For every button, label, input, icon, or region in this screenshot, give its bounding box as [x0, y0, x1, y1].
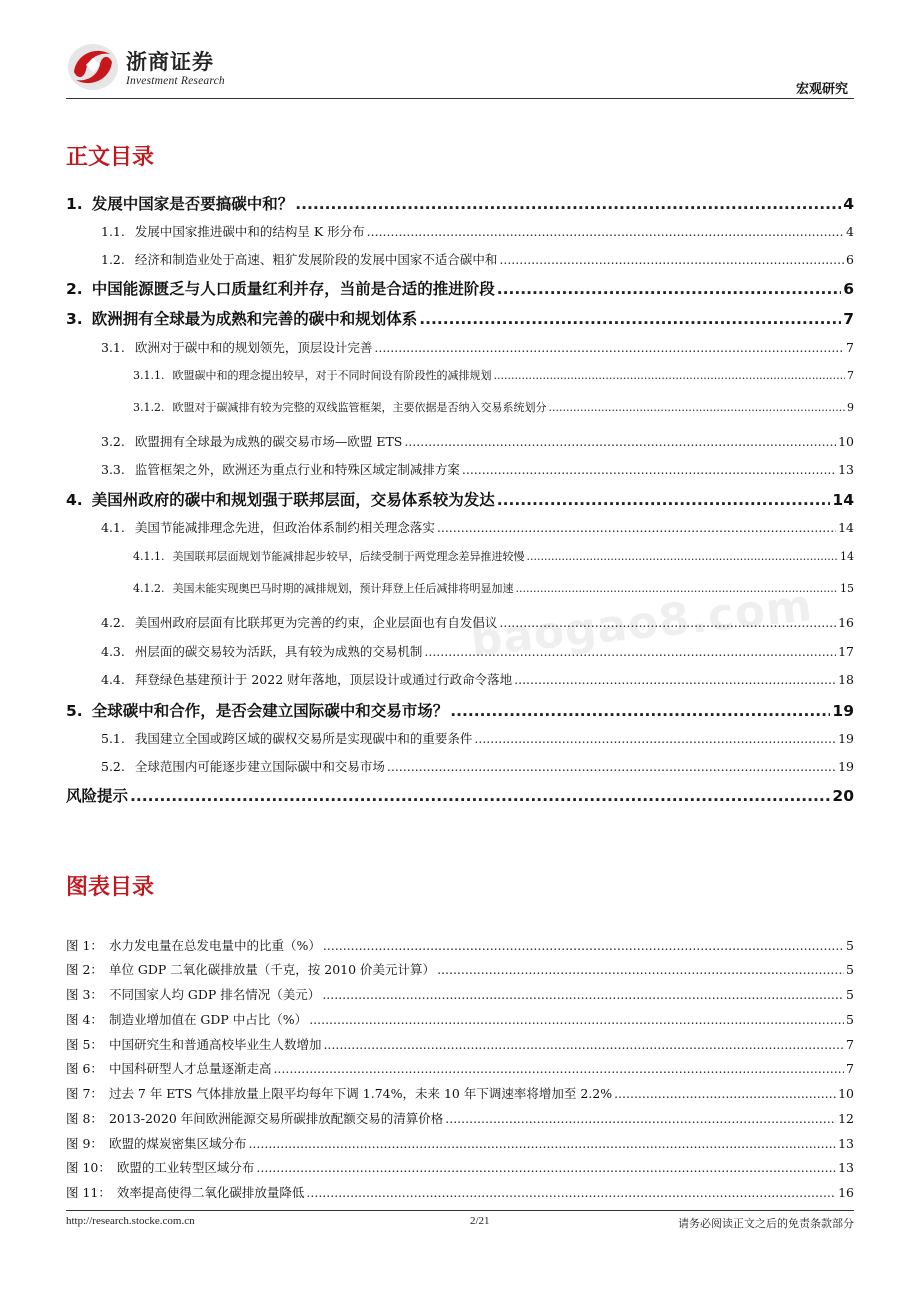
figure-caption: 效率提高使得二氧化碳排放量降低	[116, 1185, 305, 1200]
toc-entry-page: 6	[846, 252, 854, 267]
toc-entry-page: 19	[838, 759, 854, 774]
dot-leader	[309, 1012, 844, 1027]
toc-entry-text: 欧盟拥有全球最为成熟的碳交易市场—欧盟 ETS	[134, 434, 403, 449]
toc-entry-number: 3.1.1.	[133, 369, 165, 382]
toc-entry[interactable]	[66, 784, 854, 806]
toc-entry[interactable]	[66, 488, 854, 510]
dot-leader	[404, 434, 836, 449]
toc-entry-text: 风险提示	[66, 787, 129, 805]
toc-entry-number: 3.1.	[101, 340, 125, 355]
figure-entry[interactable]	[66, 1109, 854, 1127]
toc-entry[interactable]	[66, 307, 854, 329]
figure-caption: 制造业增加值在 GDP 中占比（%）	[108, 1012, 308, 1027]
document-type: 宏观研究	[795, 82, 848, 97]
toc-entry-text: 美国未能实现奥巴马时期的减排规划，预计拜登上任后减排将明显加速	[172, 582, 514, 595]
toc-entry-number: 4.2.	[101, 615, 125, 630]
dot-leader	[614, 1086, 836, 1101]
figure-number: 图 10：	[66, 1160, 111, 1175]
toc-entry-text: 发展中国家推进碳中和的结构呈 K 形分布	[134, 224, 365, 239]
toc-entry-text: 欧盟对于碳减排有较为完整的双线监管框架，主要依据是否纳入交易系统划分	[172, 401, 547, 414]
toc-entry-page: 9	[847, 401, 854, 414]
toc-entry-number: 5.2.	[101, 759, 125, 774]
toc-entry-number: 4.1.1.	[133, 550, 165, 563]
dot-leader	[419, 310, 841, 328]
toc-entry-text: 欧洲对于碳中和的规划领先，顶层设计完善	[134, 340, 373, 355]
toc-entry-page: 16	[838, 615, 854, 630]
toc-entry-number: 1.2.	[101, 252, 125, 267]
toc-entry-number: 4.	[66, 491, 83, 509]
toc-entry[interactable]	[101, 460, 854, 478]
toc-entry-page: 7	[846, 340, 854, 355]
dot-leader	[445, 1111, 836, 1126]
figure-caption: 欧盟的工业转型区域分布	[116, 1160, 255, 1175]
footer-url-link[interactable]: http://research.stocke.com.cn	[66, 1215, 195, 1227]
dot-leader	[374, 340, 844, 355]
footer-divider	[66, 1210, 854, 1211]
figure-number: 图 7：	[66, 1086, 103, 1101]
toc-entry-number: 4.3.	[101, 644, 125, 659]
toc-entry-number: 4.1.	[101, 520, 125, 535]
toc-entry[interactable]	[133, 548, 854, 564]
toc-entry[interactable]	[66, 192, 854, 214]
toc-entry[interactable]	[101, 670, 854, 688]
figure-entry[interactable]	[66, 1010, 854, 1028]
dot-leader	[367, 224, 844, 239]
figure-entry[interactable]	[66, 1183, 854, 1201]
figure-page: 13	[838, 1160, 854, 1175]
dot-leader	[306, 1185, 836, 1200]
dot-leader	[494, 369, 846, 382]
dot-leader	[497, 491, 831, 509]
toc-entry-text: 美国州政府的碳中和规划强于联邦层面，交易体系较为发达	[91, 491, 495, 509]
figures-title: 图表目录	[66, 875, 155, 900]
toc-entry-page: 7	[843, 310, 854, 328]
toc-entry-number: 3.2.	[101, 434, 125, 449]
dot-leader	[462, 462, 836, 477]
figure-page: 5	[846, 987, 854, 1002]
figure-page: 5	[846, 1012, 854, 1027]
toc-entry-text: 欧洲拥有全球最为成熟和完善的碳中和规划体系	[91, 310, 418, 328]
toc-entry-page: 14	[832, 491, 854, 509]
dot-leader	[273, 1061, 844, 1076]
figure-page: 13	[838, 1136, 854, 1151]
toc-entry-text: 拜登绿色基建预计于 2022 财年落地，顶层设计或通过行政命令落地	[134, 672, 513, 687]
toc-entry[interactable]	[101, 222, 854, 240]
dot-leader	[256, 1160, 836, 1175]
figure-page: 5	[846, 938, 854, 953]
figure-caption: 水力发电量在总发电量中的比重（%）	[108, 938, 321, 953]
toc-entry[interactable]	[101, 518, 854, 536]
toc-entry-page: 4	[843, 195, 854, 213]
toc-entry-number: 1.1.	[101, 224, 125, 239]
figure-number: 图 8：	[66, 1111, 103, 1126]
toc-entry-text: 州层面的碳交易较为活跃，具有较为成熟的交易机制	[134, 644, 423, 659]
figure-number: 图 2：	[66, 962, 103, 977]
brand-name-cn: 浙商证券	[126, 49, 214, 74]
toc-entry-page: 14	[840, 550, 854, 563]
toc-entry[interactable]	[101, 432, 854, 450]
toc-entry-number: 3.	[66, 310, 83, 328]
figure-entry[interactable]	[66, 985, 854, 1003]
page-number: 2/21	[470, 1215, 490, 1227]
toc-entry-text: 欧盟碳中和的理念提出较早，对于不同时间设有阶段性的减排规划	[172, 369, 492, 382]
dot-leader	[437, 962, 844, 977]
dot-leader	[527, 550, 839, 563]
figure-page: 16	[838, 1185, 854, 1200]
toc-entry-text: 全球碳中和合作，是否会建立国际碳中和交易市场？	[91, 702, 449, 720]
figure-entry[interactable]	[66, 1158, 854, 1176]
toc-entry-text: 发展中国家是否要搞碳中和？	[91, 195, 294, 213]
figure-page: 7	[846, 1037, 854, 1052]
toc-entry-page: 19	[838, 731, 854, 746]
figure-number: 图 4：	[66, 1012, 103, 1027]
toc-entry-page: 10	[838, 434, 854, 449]
toc-entry[interactable]	[101, 729, 854, 747]
figure-number: 图 9：	[66, 1136, 103, 1151]
toc-entry-number: 4.4.	[101, 672, 125, 687]
toc-entry-number: 5.	[66, 702, 83, 720]
toc-entry-page: 4	[846, 224, 854, 239]
toc-entry[interactable]	[66, 277, 854, 299]
figure-entry[interactable]	[66, 1134, 854, 1152]
toc-entry-text: 中国能源匮乏与人口质量红利并存，当前是合适的推进阶段	[91, 280, 495, 298]
toc-entry-page: 19	[832, 702, 854, 720]
dot-leader	[450, 702, 830, 720]
toc-entry-page: 14	[838, 520, 854, 535]
figure-entry[interactable]	[66, 1084, 854, 1102]
dot-leader	[497, 280, 842, 298]
figure-number: 图 11：	[66, 1185, 111, 1200]
toc-entry-page: 18	[838, 672, 854, 687]
toc-entry[interactable]	[101, 757, 854, 775]
toc-entry-text: 美国州政府层面有比联邦更为完善的约束，企业层面也有自发倡议	[134, 615, 498, 630]
figure-page: 7	[846, 1061, 854, 1076]
figure-page: 5	[846, 962, 854, 977]
toc-entry-page: 17	[838, 644, 854, 659]
brand-name-en: Investment Research	[126, 75, 225, 87]
figure-entry[interactable]	[66, 936, 854, 954]
toc-entry-text: 全球范围内可能逐步建立国际碳中和交易市场	[134, 759, 385, 774]
toc-entry[interactable]	[101, 250, 854, 268]
toc-entry-text: 经济和制造业处于高速、粗犷发展阶段的发展中国家不适合碳中和	[134, 252, 498, 267]
figure-entry[interactable]	[66, 1035, 854, 1053]
figure-caption: 中国研究生和普通高校毕业生人数增加	[108, 1037, 322, 1052]
dot-leader	[323, 1037, 844, 1052]
watermark: baogao8.com	[468, 580, 816, 667]
dot-leader	[474, 731, 836, 746]
figure-number: 图 6：	[66, 1061, 103, 1076]
toc-entry[interactable]	[66, 699, 854, 721]
toc-entry[interactable]	[101, 338, 854, 356]
figure-entry[interactable]	[66, 960, 854, 978]
toc-entry[interactable]	[133, 367, 854, 383]
header-divider	[66, 98, 854, 99]
toc-entry-page: 20	[832, 787, 854, 805]
toc-entry-number: 3.1.2.	[133, 401, 165, 414]
figure-caption: 过去 7 年 ETS 气体排放量上限平均每年下调 1.74%，未来 10 年下调速率将增加至 2.2%	[108, 1086, 613, 1101]
toc-entry-number: 1.	[66, 195, 83, 213]
figure-number: 图 5：	[66, 1037, 103, 1052]
figure-number: 图 3：	[66, 987, 103, 1002]
dot-leader	[322, 987, 844, 1002]
toc-entry-page: 7	[847, 369, 854, 382]
toc-entry-text: 我国建立全国或跨区域的碳权交易所是实现碳中和的重要条件	[134, 731, 473, 746]
dot-leader	[323, 938, 844, 953]
toc-entry[interactable]	[133, 399, 854, 415]
toc-entry-number: 5.1.	[101, 731, 125, 746]
figure-caption: 不同国家人均 GDP 排名情况（美元）	[108, 987, 321, 1002]
toc-entry-number: 4.1.2.	[133, 582, 165, 595]
figure-page: 12	[838, 1111, 854, 1126]
toc-entry-page: 15	[840, 582, 854, 595]
dot-leader	[514, 672, 836, 687]
toc-entry-text: 美国联邦层面规划节能减排起步较早，后续受制于两党理念差异推进较慢	[172, 550, 525, 563]
toc-entry-page: 13	[838, 462, 854, 477]
dot-leader	[130, 787, 830, 805]
figure-caption: 单位 GDP 二氧化碳排放量（千克，按 2010 价美元计算）	[108, 962, 436, 977]
dot-leader	[295, 195, 841, 213]
figure-caption: 欧盟的煤炭密集区域分布	[108, 1136, 247, 1151]
page-header	[66, 38, 854, 100]
disclaimer-note: 请务必阅读正文之后的免责条款部分	[678, 1217, 854, 1230]
toc-entry-number: 3.3.	[101, 462, 125, 477]
dot-leader	[248, 1136, 836, 1151]
toc-title: 正文目录	[66, 145, 155, 170]
toc-entry-page: 6	[843, 280, 854, 298]
dot-leader	[437, 520, 836, 535]
figure-entry[interactable]	[66, 1059, 854, 1077]
figure-caption: 中国科研型人才总量逐渐走高	[108, 1061, 272, 1076]
dot-leader	[549, 401, 846, 414]
figure-caption: 2013-2020 年间欧洲能源交易所碳排放配额交易的清算价格	[108, 1111, 444, 1126]
toc-entry-text: 监管框架之外，欧洲还为重点行业和特殊区域定制减排方案	[134, 462, 460, 477]
figure-page: 10	[838, 1086, 854, 1101]
dot-leader	[499, 252, 844, 267]
toc-entry-number: 2.	[66, 280, 83, 298]
toc-entry-text: 美国节能减排理念先进，但政治体系制约相关理念落实	[134, 520, 435, 535]
figure-number: 图 1：	[66, 938, 103, 953]
zheshang-logo-icon	[66, 42, 120, 92]
dot-leader	[387, 759, 836, 774]
